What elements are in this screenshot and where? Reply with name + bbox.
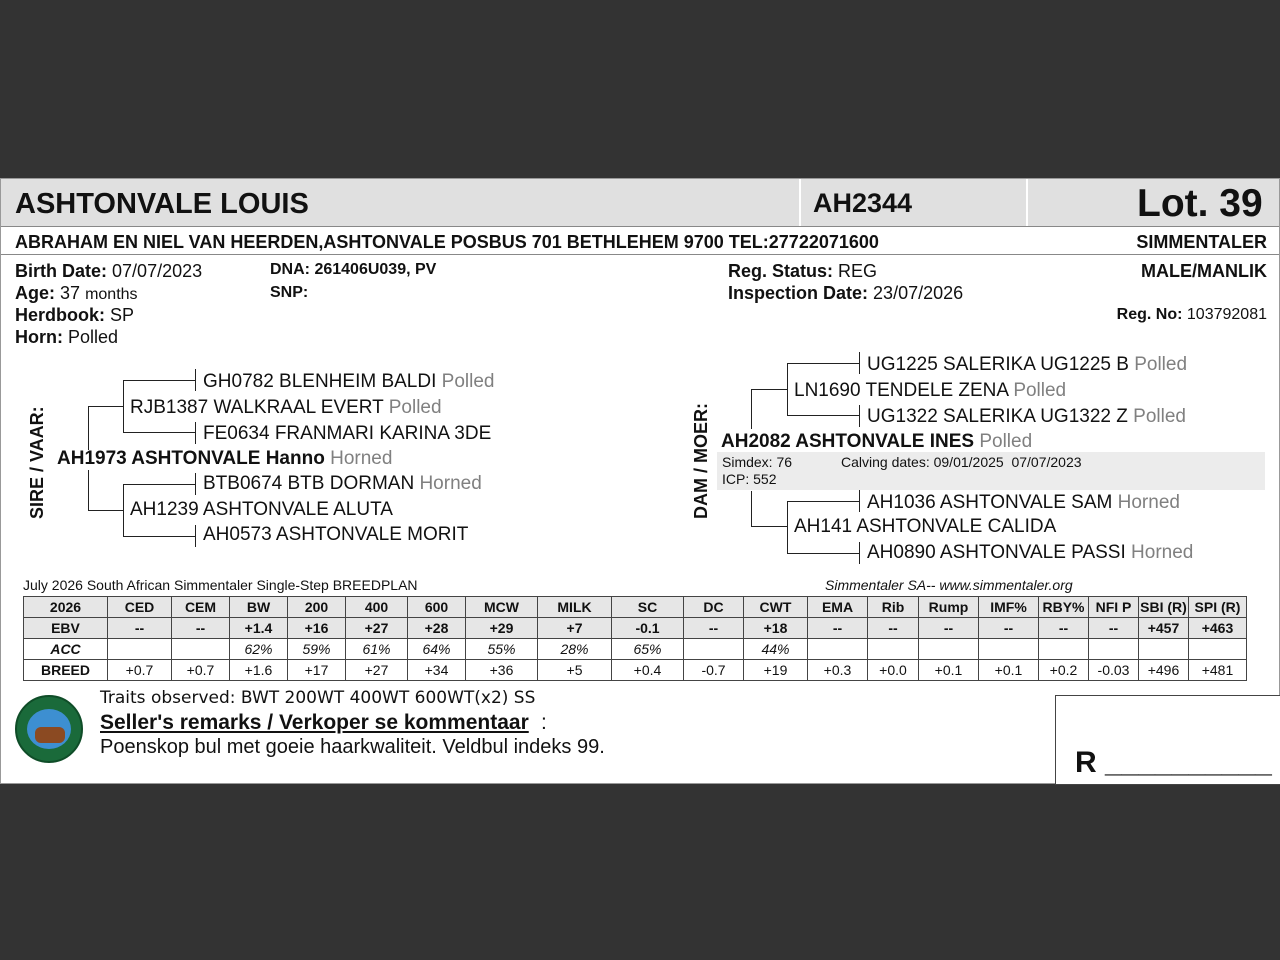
owner-details: ABRAHAM EN NIEL VAN HEERDEN,ASHTONVALE POSBUS 701 BETHLEHEM 9700 TEL:27722071600 <box>15 232 879 252</box>
ebv-cell: +0.7 <box>108 660 172 681</box>
ebv-header-cell: DC <box>684 597 744 618</box>
ebv-cell: 61% <box>346 639 408 660</box>
ebv-cell: -- <box>108 618 172 639</box>
cow-icon <box>35 727 65 743</box>
title-divider <box>1026 179 1028 226</box>
herdbook: Herdbook: SP <box>15 305 135 325</box>
horn-status: Horn: Polled <box>15 327 119 347</box>
ebv-cell: 64% <box>408 639 466 660</box>
ebv-cell: -- <box>808 618 868 639</box>
ebv-cell: +29 <box>466 618 538 639</box>
ebv-header-row <box>24 597 1247 618</box>
ebv-cell: +16 <box>288 618 346 639</box>
sex: MALE/MANLIK <box>1141 261 1267 281</box>
breed-society-logo <box>15 695 83 763</box>
ebv-header-cell: NFI P <box>1089 597 1139 618</box>
ebv-cell: +28 <box>408 618 466 639</box>
ebv-cell: +34 <box>408 660 466 681</box>
ebv-cell <box>1039 639 1089 660</box>
ebv-cell: +0.4 <box>612 660 684 681</box>
ebv-cell: +27 <box>346 660 408 681</box>
ebv-header-cell: CWT <box>744 597 808 618</box>
ebv-cell: +0.3 <box>808 660 868 681</box>
ebv-header-cell: RBY% <box>1039 597 1089 618</box>
ebv-row <box>24 639 1247 660</box>
ebv-header-cell: SBI (R) <box>1139 597 1189 618</box>
ebv-cell: +496 <box>1139 660 1189 681</box>
pedigree-sire-dam-dam: AH0573 ASHTONVALE MORIT <box>203 524 469 545</box>
breed-name: SIMMENTALER <box>1136 232 1267 252</box>
remarks-colon: : <box>541 711 547 734</box>
ebv-header-cell: 600 <box>408 597 466 618</box>
reg-number: Reg. No: 103792081 <box>1116 306 1267 323</box>
ebv-row-label: ACC <box>24 639 108 660</box>
ebv-cell <box>979 639 1039 660</box>
pedigree-dam-sire: LN1690 TENDELE ZENA Polled <box>794 380 1067 401</box>
ebv-cell: +17 <box>288 660 346 681</box>
ebv-header-cell: MILK <box>538 597 612 618</box>
ebv-cell: +7 <box>538 618 612 639</box>
animal-code: AH2344 <box>813 188 913 218</box>
ebv-header-cell: Rump <box>919 597 979 618</box>
traits-observed: Traits observed: BWT 200WT 400WT 600WT(x2) SS <box>100 688 536 708</box>
ebv-cell: +27 <box>346 618 408 639</box>
pedigree-sire-dam-sire: BTB0674 BTB DORMAN Horned <box>203 473 482 494</box>
ebv-cell: +1.4 <box>230 618 288 639</box>
pedigree-sire-sire-sire: GH0782 BLENHEIM BALDI Polled <box>203 371 495 392</box>
age: Age: 37 months <box>15 283 138 303</box>
ebv-cell <box>919 639 979 660</box>
ebv-cell <box>684 639 744 660</box>
pedigree-dam-dam-dam: AH0890 ASHTONVALE PASSI Horned <box>867 542 1194 563</box>
ebv-cell <box>808 639 868 660</box>
ebv-header-cell: EMA <box>808 597 868 618</box>
ebv-cell: +463 <box>1189 618 1247 639</box>
birth-date: Birth Date: 07/07/2023 <box>15 261 203 281</box>
pedigree-dam: AH2082 ASHTONVALE INES Polled <box>721 431 1033 452</box>
title-divider <box>799 179 801 226</box>
ebv-cell: -- <box>172 618 230 639</box>
ebv-cell: -- <box>868 618 919 639</box>
ebv-row-label: BREED <box>24 660 108 681</box>
ebv-header-cell: IMF% <box>979 597 1039 618</box>
pedigree-dam-sire-dam: UG1322 SALERIKA UG1322 Z Polled <box>867 406 1186 427</box>
pedigree-dam-dam: AH141 ASHTONVALE CALIDA <box>794 516 1057 537</box>
price-box[interactable] <box>1055 695 1280 785</box>
ebv-cell: -0.03 <box>1089 660 1139 681</box>
ebv-cell: +18 <box>744 618 808 639</box>
ebv-row-label: EBV <box>24 618 108 639</box>
ebv-cell: +5 <box>538 660 612 681</box>
animal-name: ASHTONVALE LOUIS <box>15 188 309 220</box>
reg-status: Reg. Status: REG <box>728 261 878 281</box>
ebv-header-cell: Rib <box>868 597 919 618</box>
ebv-cell: +0.1 <box>919 660 979 681</box>
ebv-header-cell: SC <box>612 597 684 618</box>
ebv-cell: +0.7 <box>172 660 230 681</box>
breedplan-website: Simmentaler SA-- www.simmentaler.org <box>825 577 1073 593</box>
ebv-header-cell: SPI (R) <box>1189 597 1247 618</box>
lot-card <box>0 178 1280 784</box>
ebv-cell: +0.1 <box>979 660 1039 681</box>
pedigree-sire-dam: AH1239 ASHTONVALE ALUTA <box>130 499 393 520</box>
ebv-header-cell: 400 <box>346 597 408 618</box>
ebv-cell: -0.7 <box>684 660 744 681</box>
pedigree-sire: AH1973 ASHTONVALE Hanno Horned <box>57 448 393 469</box>
ebv-cell: +1.6 <box>230 660 288 681</box>
ebv-cell: +457 <box>1139 618 1189 639</box>
dna: DNA: 261406U039, PV <box>270 261 437 278</box>
ebv-table <box>23 596 1247 681</box>
pedigree-sire-sire: RJB1387 WALKRAAL EVERT Polled <box>130 397 442 418</box>
ebv-header-cell: CEM <box>172 597 230 618</box>
ebv-cell <box>108 639 172 660</box>
ebv-header-cell: 2026 <box>24 597 108 618</box>
dam-calving-dates: Calving dates: 09/01/2025 07/07/2023 <box>841 454 1082 470</box>
ebv-cell: -- <box>1089 618 1139 639</box>
ebv-cell: -- <box>684 618 744 639</box>
lot-number: Lot. 39 <box>1137 182 1263 225</box>
breedplan-caption: July 2026 South African Simmentaler Single-Step BREEDPLAN <box>23 577 418 593</box>
ebv-cell <box>1189 639 1247 660</box>
ebv-cell: 44% <box>744 639 808 660</box>
pedigree-dam-dam-sire: AH1036 ASHTONVALE SAM Horned <box>867 492 1180 513</box>
ebv-cell: +481 <box>1189 660 1247 681</box>
remarks-title: Seller's remarks / Verkoper se kommentaar <box>100 711 529 734</box>
ebv-row <box>24 660 1247 681</box>
ebv-cell: +36 <box>466 660 538 681</box>
ebv-cell: +19 <box>744 660 808 681</box>
ebv-cell: 55% <box>466 639 538 660</box>
ebv-cell <box>1089 639 1139 660</box>
ebv-cell: +0.0 <box>868 660 919 681</box>
owner-bar <box>1 226 1279 255</box>
ebv-header-cell: CED <box>108 597 172 618</box>
ebv-cell <box>868 639 919 660</box>
dam-simdex: Simdex: 76 <box>722 454 793 470</box>
ebv-cell: 59% <box>288 639 346 660</box>
ebv-cell: 62% <box>230 639 288 660</box>
remarks-text: Poenskop bul met goeie haarkwaliteit. Veldbul indeks 99. <box>100 736 605 758</box>
pedigree-dam-sire-sire: UG1225 SALERIKA UG1225 B Polled <box>867 354 1188 375</box>
ebv-header-cell: 200 <box>288 597 346 618</box>
ebv-cell: -- <box>1039 618 1089 639</box>
price-field[interactable]: R __________ <box>1075 746 1272 779</box>
ebv-cell: -0.1 <box>612 618 684 639</box>
ebv-cell: -- <box>979 618 1039 639</box>
ebv-cell: +0.2 <box>1039 660 1089 681</box>
inspection-date: Inspection Date: 23/07/2026 <box>728 283 964 303</box>
snp: SNP: <box>270 284 309 301</box>
pedigree-sire-sire-dam: FE0634 FRANMARI KARINA 3DE <box>203 423 492 444</box>
ebv-header-cell: BW <box>230 597 288 618</box>
sire-side-label: SIRE / VAAR: <box>27 406 47 519</box>
ebv-cell <box>1139 639 1189 660</box>
ebv-cell: 65% <box>612 639 684 660</box>
ebv-cell: 28% <box>538 639 612 660</box>
ebv-cell <box>172 639 230 660</box>
ebv-row <box>24 618 1247 639</box>
ebv-cell: -- <box>919 618 979 639</box>
dam-side-label: DAM / MOER: <box>691 403 711 519</box>
dam-icp: ICP: 552 <box>722 471 777 487</box>
ebv-header-cell: MCW <box>466 597 538 618</box>
title-bar <box>1 179 1279 226</box>
